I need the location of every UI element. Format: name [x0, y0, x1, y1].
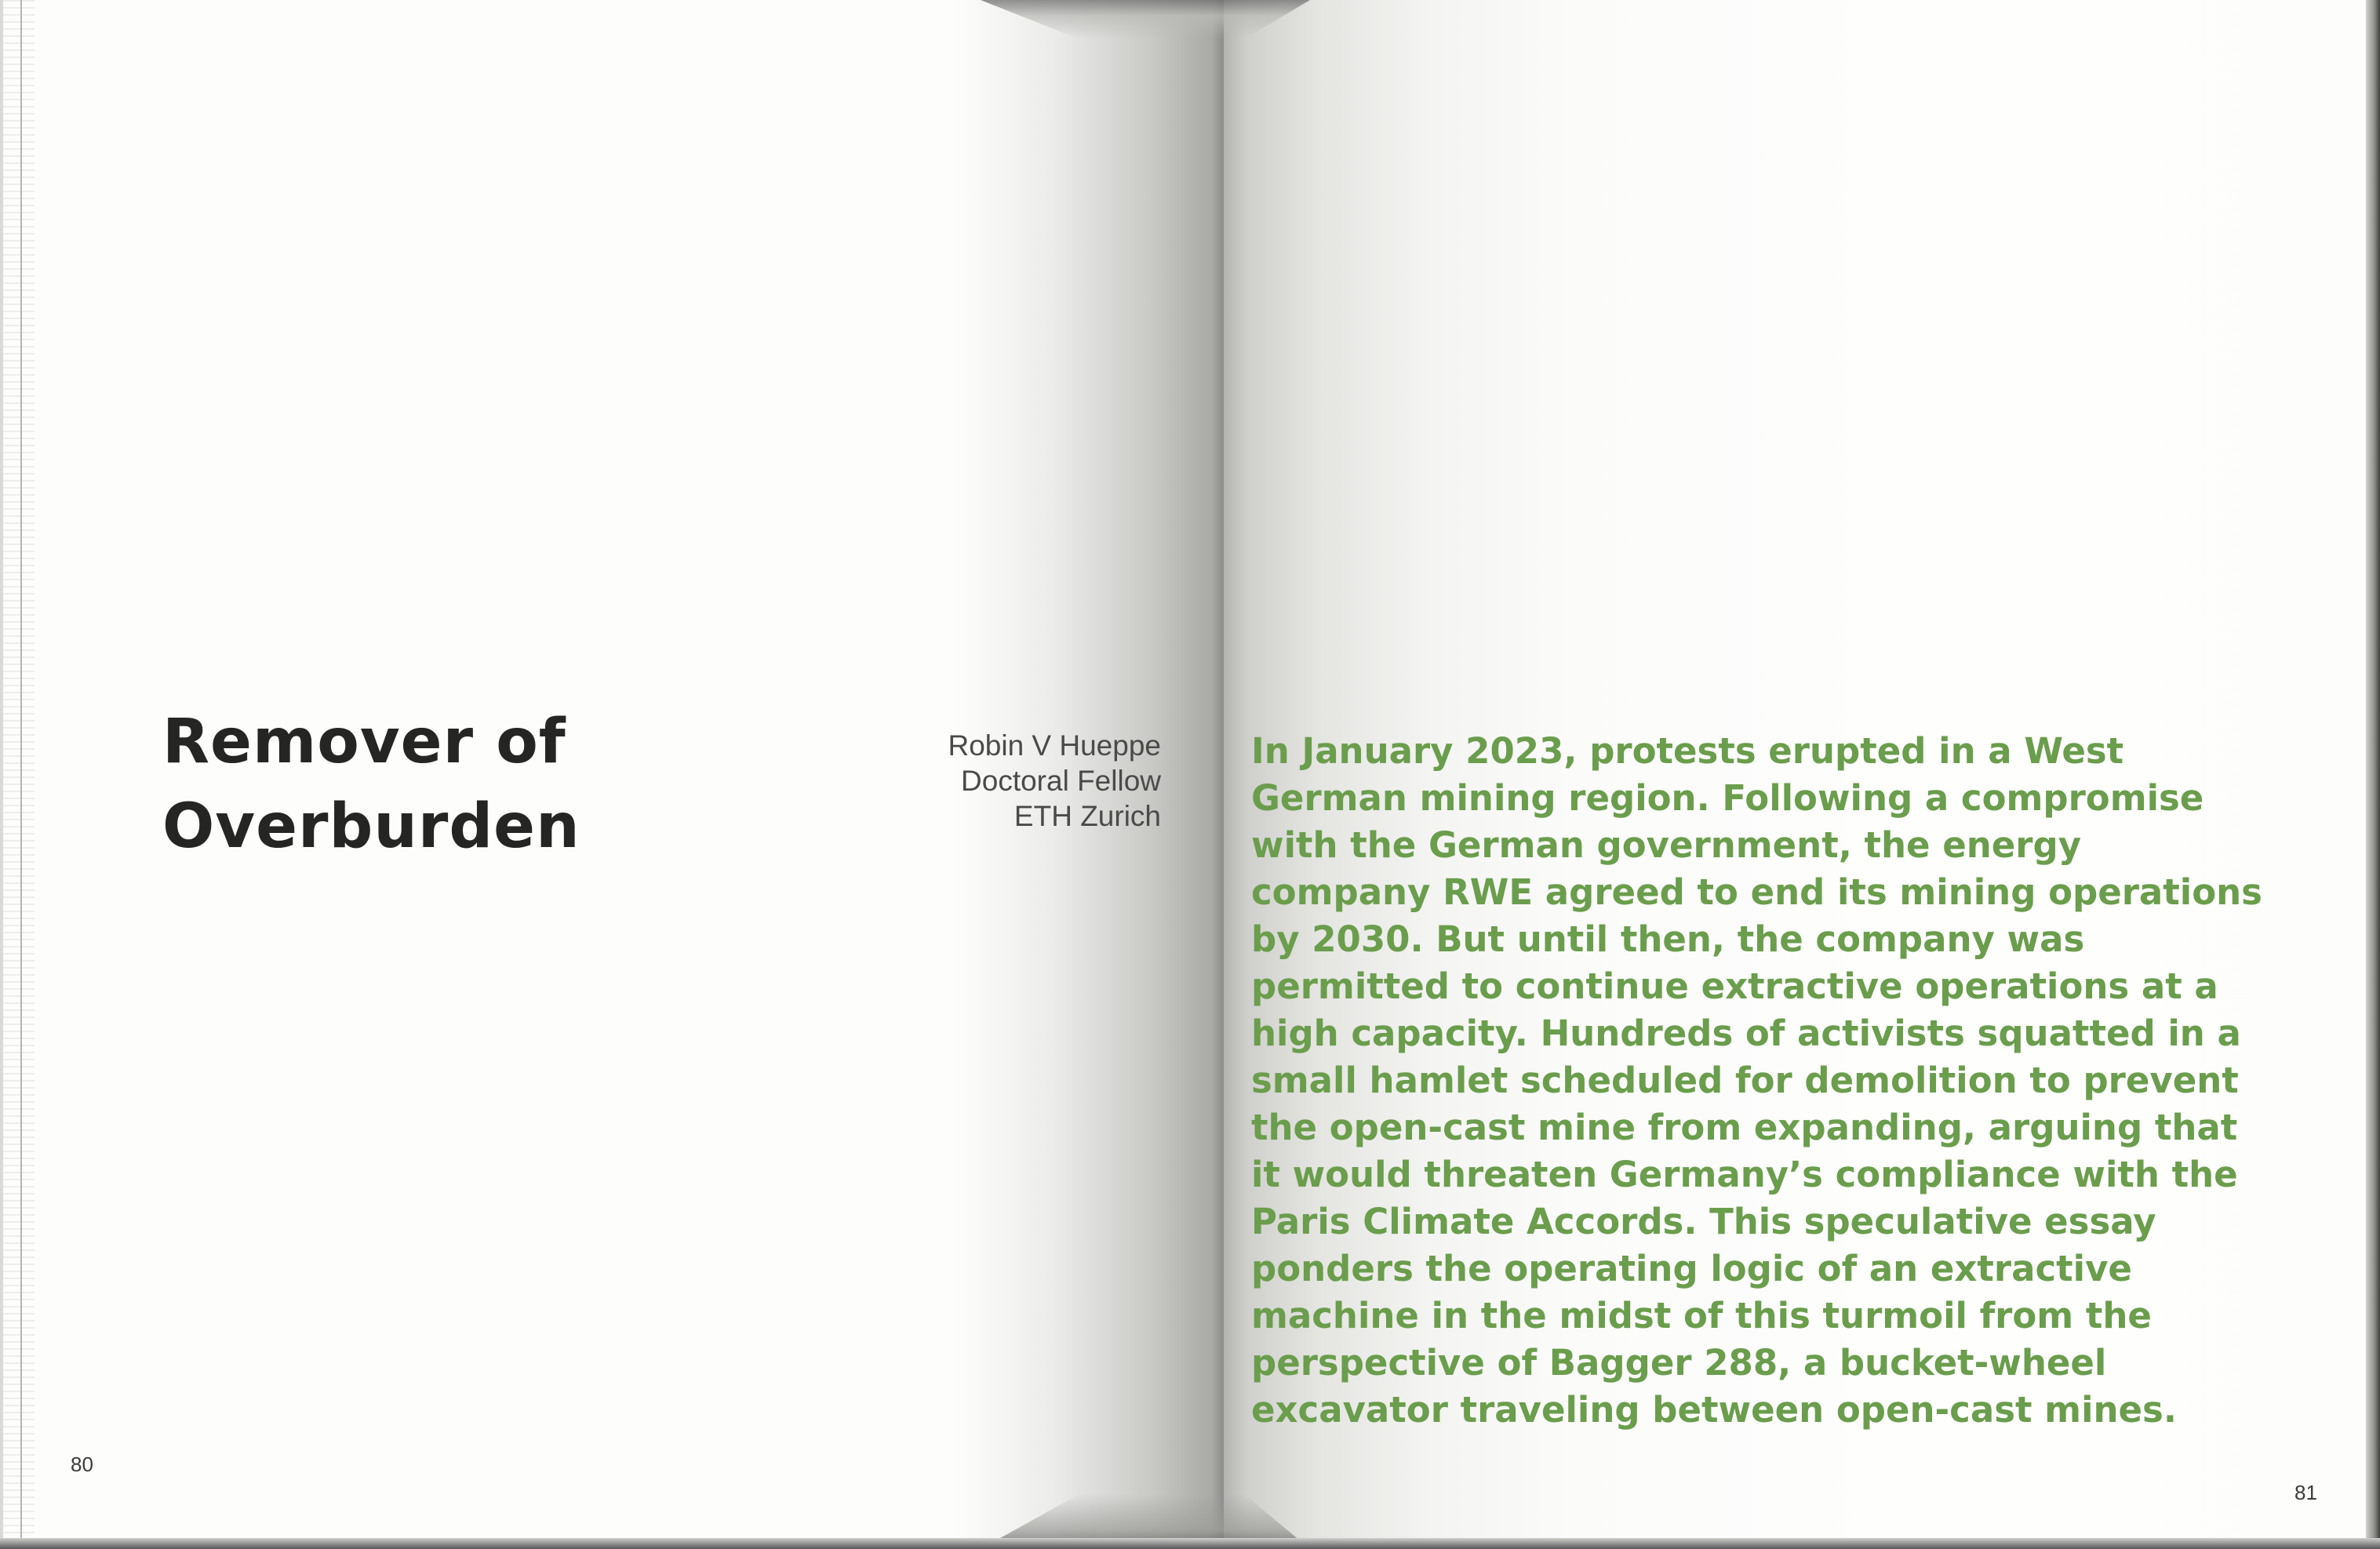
title-line-2: Overburden: [162, 791, 580, 862]
left-page-edges: [0, 0, 35, 1549]
abstract-line: it would threaten Germany’s compliance with the: [1251, 1154, 2238, 1195]
author-role: Doctoral Fellow: [961, 765, 1161, 797]
abstract-line: with the German government, the energy: [1251, 824, 2082, 866]
bottom-edge: [0, 1538, 2380, 1549]
abstract-line: small hamlet scheduled for demolition to prevent: [1251, 1060, 2239, 1101]
page-number-left: 80: [71, 1453, 93, 1476]
abstract-line: perspective of Bagger 288, a bucket-wheel: [1251, 1342, 2107, 1384]
abstract-line: German mining region. Following a compromise: [1251, 777, 2204, 819]
author-block: [839, 728, 1161, 834]
abstract-line: company RWE agreed to end its mining operations: [1251, 871, 2262, 913]
abstract-line: permitted to continue extractive operations at a: [1251, 965, 2218, 1007]
author-institution: ETH Zurich: [1014, 800, 1161, 832]
essay-title: [162, 700, 580, 869]
author-name: Robin V Hueppe: [948, 729, 1161, 762]
abstract-line: the open-cast mine from expanding, arguing that: [1251, 1107, 2238, 1148]
abstract-line: machine in the midst of this turmoil from the: [1251, 1295, 2152, 1336]
abstract-line: excavator traveling between open-cast mines.: [1251, 1389, 2177, 1431]
page-number-right: 81: [2294, 1481, 2317, 1504]
abstract-line: Paris Climate Accords. This speculative essay: [1251, 1201, 2156, 1242]
title-line-1: Remover of: [162, 707, 566, 777]
abstract-line: by 2030. But until then, the company was: [1251, 918, 2085, 960]
abstract-line: high capacity. Hundreds of activists squatted in a: [1251, 1013, 2241, 1054]
abstract-line: ponders the operating logic of an extractive: [1251, 1248, 2132, 1289]
abstract-line: In January 2023, protests erupted in a West: [1251, 730, 2124, 772]
abstract-text: [1251, 728, 2263, 1434]
right-page-edges: [2366, 0, 2380, 1549]
